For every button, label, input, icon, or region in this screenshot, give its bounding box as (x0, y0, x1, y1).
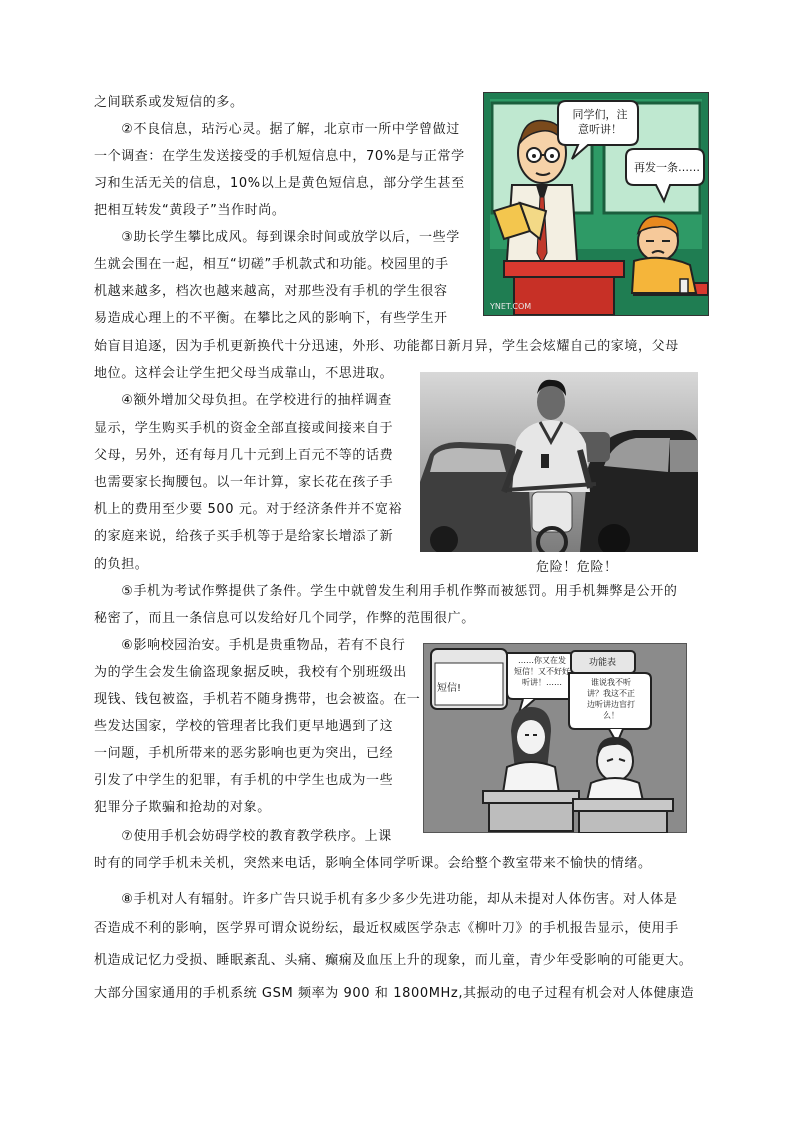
text-line: 始盲目追逐，因为手机更新换代十分迅速，外形、功能都日新月异，学生会炫耀自己的家境，父母 (94, 339, 679, 354)
text-line: 现钱、钱包被盗，手机若不随身携带，也会被盗。在一 (94, 692, 421, 707)
text-line: 引发了中学生的犯罪，有手机的中学生也成为一些 (94, 773, 394, 788)
text-line: 一问题，手机所带来的恶劣影响也更为突出，已经 (94, 746, 394, 761)
text-line: ④额外增加父母负担。在学校进行的抽样调查 (94, 393, 392, 408)
right-speech-line: 么！ (603, 711, 619, 720)
right-phone-label: 功能表 (589, 658, 617, 668)
teacher-speech-bubble (564, 107, 636, 137)
text-line: 的家庭来说，给孩子买手机等于是给家长增添了新 (94, 529, 394, 544)
right-speech-bubble (571, 677, 651, 721)
cartoon-watermark: YNET.COM (490, 302, 532, 311)
text-line: ②不良信息，玷污心灵。据了解，北京市一所中学曾做过 (94, 122, 460, 137)
teacher-speech-line: 同学们，注 (572, 108, 628, 121)
text-line: 习和生活无关的信息，10%以上是黄色短信息，部分学生甚至 (94, 176, 465, 191)
left-speech-line: 短信！又不好好 (514, 667, 570, 676)
text-line: ③助长学生攀比成风。每到课余时间或放学以后，一些学 (94, 230, 460, 245)
text-line: ⑤手机为考试作弊提供了条件。学生中就曾发生利用手机作弊而被惩罚。用手机舞弊是公开的 (94, 584, 678, 599)
left-speech-bubble (509, 655, 575, 688)
text-line: 大部分国家通用的手机系统 GSM 频率为 900 和 1800MHz,其振动的电子过程有机会对人体健康造 (94, 986, 695, 1001)
text-line: 否造成不利的影响，医学界可谓众说纷纭，最近权威医学杂志《柳叶刀》的手机报告显示，使用手 (94, 921, 679, 936)
text-line: 之间联系或发短信的多。 (94, 95, 244, 110)
text-line: 机上的费用至少要 500 元。对于经济条件并不宽裕 (94, 502, 403, 517)
text-line: 犯罪分子欺骗和抢劫的对象。 (94, 800, 271, 815)
text-line: 的负担。 (94, 557, 149, 572)
student-speech-bubble: 再发一条…… (634, 161, 700, 174)
right-speech-line: 谁说我不听 (591, 678, 631, 687)
text-line: 时有的同学手机未关机，突然来电话，影响全体同学听课。会给整个教室带来不愉快的情绪。 (94, 856, 652, 871)
text-line: 把相互转发“黄段子”当作时尚。 (94, 203, 286, 218)
traffic-photo (420, 372, 698, 552)
text-line: 秘密了，而且一条信息可以发给好几个同学，作弊的范围很广。 (94, 611, 475, 626)
text-line: ⑧手机对人有辐射。许多广告只说手机有多少多少先进功能，却从未提对人体伤害。对人体是 (94, 892, 678, 907)
text-line: 一个调查：在学生发送接受的手机短信息中，70%是与正常学 (94, 149, 465, 164)
left-phone-label: 短信! (437, 683, 462, 694)
teacher-speech-line: 意听讲！ (578, 123, 622, 136)
traffic-photo-art (420, 372, 698, 552)
text-line: ⑥影响校园治安。手机是贵重物品，若有不良行 (94, 638, 406, 653)
left-speech-line: ……你又在发 (518, 656, 566, 665)
photo-caption: 危险！危险！ (536, 560, 618, 575)
text-line: 为的学生会发生偷盗现象据反映，我校有个别班级出 (94, 665, 407, 680)
left-speech-line: 听讲！…… (522, 678, 562, 687)
classroom-cartoon (483, 92, 709, 316)
right-speech-line: 讲？我这不正 (587, 689, 635, 698)
text-line: 些发达国家，学校的管理者比我们更早地遇到了这 (94, 719, 394, 734)
text-line: 也需要家长掏腰包。以一年计算，家长花在孩子手 (94, 475, 394, 490)
text-line: 机造成记忆力受损、睡眠紊乱、头痛、癫痫及血压上升的现象，而儿童，青少年受影响的可能更大。 (94, 953, 693, 968)
text-line: 显示，学生购买手机的资金全部直接或间接来自于 (94, 421, 394, 436)
right-speech-line: 边听讲边盲打 (587, 700, 635, 709)
text-line: 机越来越多，档次也越来越高，对那些没有手机的学生很容 (94, 284, 448, 299)
text-line: 父母，另外，还有每月几十元到上百元不等的话费 (94, 448, 394, 463)
text-line: ⑦使用手机会妨碍学校的教育教学秩序。上课 (94, 829, 392, 844)
text-line: 易造成心理上的不平衡。在攀比之风的影响下，有些学生开 (94, 311, 448, 326)
text-line: 地位。这样会让学生把父母当成靠山，不思进取。 (94, 366, 394, 381)
exam-cartoon (423, 643, 687, 833)
text-line: 生就会围在一起，相互“切磋”手机款式和功能。校园里的手 (94, 257, 449, 272)
